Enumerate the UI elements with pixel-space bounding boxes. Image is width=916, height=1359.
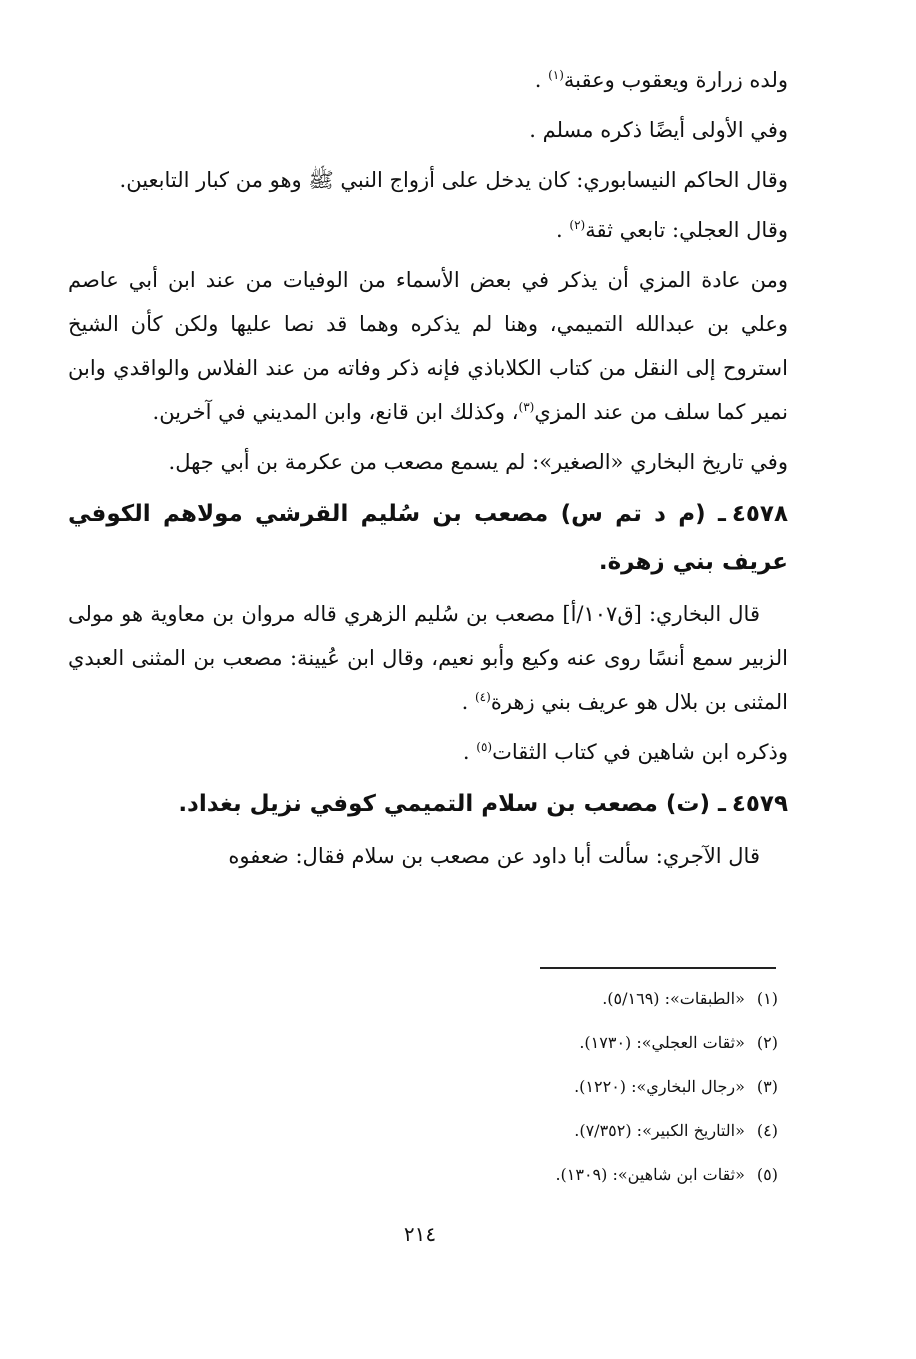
entry-number: ٤٥٧٨ <box>731 501 788 527</box>
footnote-ref[interactable]: (٢) <box>569 218 586 232</box>
footnote-3: (٣)«رجال البخاري»: (١٢٢٠). <box>574 1077 778 1096</box>
paragraph-bukhari-quote: قال البخاري: [ق١٠٧/أ] مصعب بن سُليم الزهري قاله مروان بن معاوية هو مولى الزبير سمع أنسًا روى عنه وكيع وأبو نعيم، وقال ابن عُيينة: مصعب بن المثنى العبدي المثنى بن بلال هو عريف بني زهرة$^{(٤)}$ . <box>68 602 788 714</box>
entry-title: ـ (ت) مصعب بن سلام التميمي كوفي نزيل بغداد. <box>178 791 726 817</box>
paragraph-ajurri: قال الآجري: سألت أبا داود عن مصعب بن سلام فقال: ضعفوه <box>228 844 760 868</box>
footnotes <box>300 985 778 1205</box>
paragraph-bukhari-saghir: وفي تاريخ البخاري «الصغير»: لم يسمع مصعب من عكرمة بن أبي جهل. <box>168 450 788 474</box>
paragraph-ibn-shahin: وذكره ابن شاهين في كتاب الثقات$^{(٥)}$ . <box>462 740 788 764</box>
paragraph-sons: ولده زرارة ويعقوب وعقبة$^{(١)}$ . <box>534 68 788 92</box>
paragraph-mizzi-habit: ومن عادة المزي أن يذكر في بعض الأسماء من الوفيات من عند ابن أبي عاصم وعلي بن عبدالله التميمي، وهنا لم يذكره وهما قد نصا عليها ولكن كأن الشيخ استروح إلى النقل من كتاب الكلاباذي فإنه ذكر وفاته من عند الفلاس والواقدي وابن نمير كما سلف من عند المزي$^{(٣)}$، وكذلك ابن قانع، وابن المديني في آخرين. <box>68 268 788 424</box>
footnote-ref[interactable]: (١) <box>548 68 564 82</box>
entry-number: ٤٥٧٩ <box>731 791 788 817</box>
footnote-1: (١)«الطبقات»: (٥/١٦٩). <box>602 989 778 1008</box>
entry-heading-4578 <box>68 490 788 586</box>
main-text <box>68 58 788 884</box>
footnote-ref[interactable]: (٤) <box>474 690 491 704</box>
footnote-ref[interactable]: (٣) <box>518 400 535 414</box>
entry-heading-4579 <box>68 780 788 828</box>
paragraph-ijli: وقال العجلي: تابعي ثقة$^{(٢)}$ . <box>556 218 788 242</box>
footnote-divider <box>540 967 776 969</box>
page-number: ٢١٤ <box>403 1222 437 1246</box>
paragraph-muslim: وفي الأولى أيضًا ذكره مسلم . <box>529 118 788 142</box>
footnote-5: (٥)«ثقات ابن شاهين»: (١٣٠٩). <box>555 1165 778 1184</box>
paragraph-hakim: وقال الحاكم النيسابوري: كان يدخل على أزواج النبي ﷺ وهو من كبار التابعين. <box>119 168 788 192</box>
footnote-4: (٤)«التاريخ الكبير»: (٧/٣٥٢). <box>574 1121 778 1140</box>
footnote-ref[interactable]: (٥) <box>476 740 493 754</box>
footnote-2: (٢)«ثقات العجلي»: (١٧٣٠). <box>579 1033 778 1052</box>
entry-title: ـ (م د تم س) مصعب بن سُليم القرشي مولاهم الكوفي عريف بني زهرة. <box>68 501 788 575</box>
